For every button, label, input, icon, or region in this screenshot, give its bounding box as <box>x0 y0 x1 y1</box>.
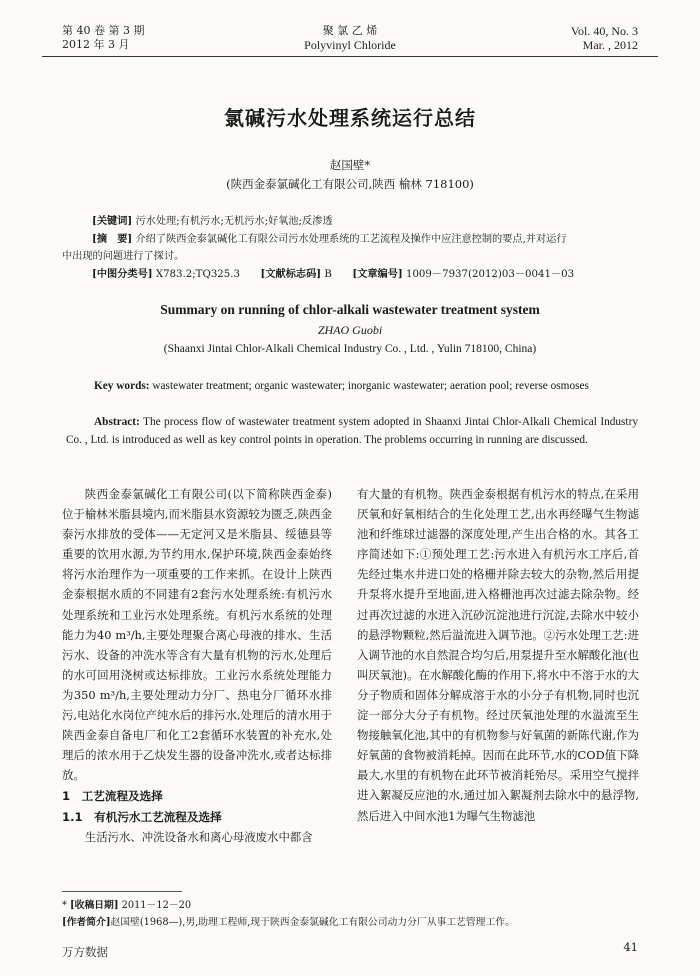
body-paragraph: 有大量的有机物。陕西金泰根据有机污水的特点,在采用厌氧和好氧相结合的生化处理工艺,出水再经曝气生物滤池和纤维球过滤器的深度处理,产生出合格的水。其各工序简述如下:①预处理工艺:污水进入有机污水工序后,首先经过集水井进口处的格栅并除去较大的杂物,然后用提升泵将水提升至地面,进入格栅池再次过滤去除杂物。经过再次过滤的水进入沉砂沉淀池进行沉淀,去除水中较小的悬浮物颗粒,然后溢流进入调节池。②污水处理工艺:进入调节池的水自然混合均匀后,用泵提升至水解酸化池(也叫厌氧池)。在水解酸化酶的作用下,将水中不溶于水的大分子物质和固体分解成溶于水的小分子有机物,同时也沉淀一部分大分子有机物。经过厌氧池处理的水溢流至生物接触氧化池,其中的有机物参与好氧菌的新陈代谢,作为好氧菌的食物被消耗掉。因而在此环节,水的COD值下降最大,水里的有机物在此环节被消耗殆尽。采用空气搅拌进入絮凝反应池的水,通过加入絮凝剂去除水中的悬浮物,然后进入中间水池1为曝气生物滤池 <box>357 487 639 823</box>
body-paragraph: 陕西金泰氯碱化工有限公司(以下简称陕西金泰)位于榆林米脂县境内,而米脂县水资源较为匮乏,陕西金泰污水排放的受体——无定河又是米脂县、绥德县等重要的饮用水源,为节约用水,保护环境,陕西金泰始终将污水治理作为一项重要的工作来抓。在设计上陕西金泰根据水质的不同建有2套污水处理系统:有机污水处理系统和工业污水处理系统。有机污水系统的处理能力为40 m³/h,主要处理聚合离心母液的排水、生活污水、设备的冲洗水等含有大量有机物的污水,处理后的水可回用浇树或达标排放。工业污水系统处理能力为350 m³/h,主要处理动力分厂、热电分厂循环水排污,电站化水岗位产纯水后的排污水,处理后的清水用于陕西金泰自备电厂和化工2套循环水装置的补充水,处理后的浓水用于乙炔发生器的设备冲洗水,或者达标排放。 <box>62 487 332 783</box>
header-date-en: Mar. , 2012 <box>582 38 638 52</box>
doc-code-value: B <box>324 269 332 280</box>
source-watermark: 万方数据 <box>62 945 108 959</box>
footnote-received: * [收稿日期] 2011－12－20 <box>62 900 192 911</box>
abstract-cn-text-2: 中出现的问题进行了探讨。 <box>62 251 185 262</box>
bio-label: [作者简介] <box>62 917 111 928</box>
doc-code-label: [文献标志码] <box>260 268 322 280</box>
abstract-cn-label: [摘 要] <box>92 233 133 245</box>
keywords-cn-line <box>92 213 652 230</box>
header-volume-en: Vol. 40, No. 3 <box>570 24 638 38</box>
author-cn: 赵国壁* <box>329 158 371 172</box>
classification-line <box>92 266 652 283</box>
keywords-cn: 污水处理;有机污水;无机污水;好氧池;反渗透 <box>135 216 333 227</box>
affiliation-en: (Shaanxi Jintai Chlor-Alkali Chemical Industry Co. , Ltd. , Yulin 718100, China) <box>163 343 537 355</box>
abstract-cn <box>92 231 652 248</box>
abstract-en-label: Abstract: <box>94 416 140 428</box>
keywords-en-text: wastewater treatment; organic wastewater; inorganic wastewater; aeration pool; reverse osmoses <box>152 380 589 392</box>
body-paragraph: 生活污水、冲洗设备水和离心母液废水中都含 <box>84 829 313 844</box>
received-label: [收稿日期] <box>70 900 119 911</box>
author-en: ZHAO Guobi <box>317 323 383 337</box>
section-heading: 1 工艺流程及选择 <box>62 789 163 804</box>
footnote-bio <box>62 915 642 931</box>
clc-label: [中图分类号] <box>92 268 153 280</box>
header-journal-en: Polyvinyl Chloride <box>304 38 396 52</box>
affiliation-cn: (陕西金泰氯碱化工有限公司,陕西 榆林 718100) <box>226 177 474 191</box>
header-volume-cn: 第 40 卷 第 3 期 <box>62 24 145 37</box>
page-number: 41 <box>623 940 638 954</box>
bio-value: 赵国壁(1968—),男,助理工程师,现于陕西金泰氯碱化工有限公司动力分厂从事工艺管理工作。 <box>110 917 515 928</box>
abstract-cn-text-1: 介绍了陕西金泰氯碱化工有限公司污水处理系统的工艺流程及操作中应注意控制的要点,并对运行 <box>135 234 567 245</box>
keywords-cn-label: [关键词] <box>92 215 133 227</box>
header-journal-cn: 聚 氯 乙 烯 <box>322 24 378 37</box>
abstract-en <box>66 414 638 449</box>
abstract-en-text: The process flow of wastewater treatment system adopted in Shaanxi Jintai Chlor-Alkali Chemical Industry Co. , Ltd. is introduced as well as key control points in operation. The problems occurring in running are discussed. <box>66 416 638 446</box>
article-no-value: 1009－7937(2012)03－0041－03 <box>405 269 575 280</box>
article-title-cn: 氯碱污水处理系统运行总结 <box>224 106 476 130</box>
keywords-en <box>66 378 638 396</box>
footnote-rule <box>62 891 182 892</box>
header-rule <box>42 56 658 57</box>
clc-value: X783.2;TQ325.3 <box>155 269 240 280</box>
body-right-column <box>357 484 639 826</box>
article-no-label: [文章编号] <box>352 268 403 280</box>
header-date-cn: 2012 年 3 月 <box>62 38 130 51</box>
body-left-column <box>62 484 332 847</box>
subsection-heading: 1.1 有机污水工艺流程及选择 <box>62 809 222 824</box>
received-value: 2011－12－20 <box>121 900 192 911</box>
article-title-en: Summary on running of chlor-alkali wastewater treatment system <box>160 302 540 317</box>
keywords-en-label: Key words: <box>94 380 150 392</box>
